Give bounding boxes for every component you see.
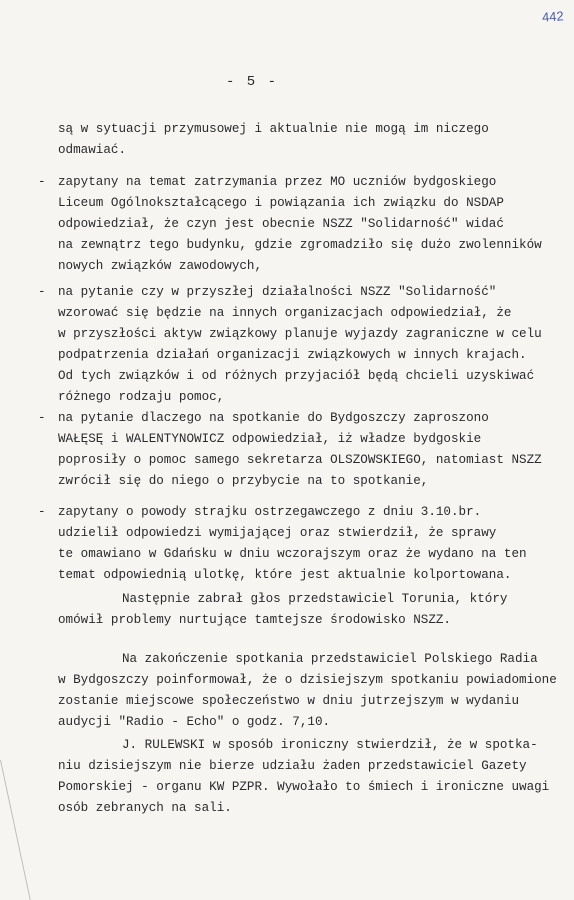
text-line: audycji "Radio - Echo" o godz. 7,10. xyxy=(58,715,331,729)
text-line: zostanie miejscowe społeczeństwo w dniu jutrzejszym w wydaniu xyxy=(58,694,520,708)
text-line: temat odpowiednią ulotkę, które jest aktualnie kolportowana. xyxy=(58,568,512,582)
folio-number: 442 xyxy=(541,8,565,25)
bullet-dash: - xyxy=(38,411,46,425)
text-line: Na zakończenie spotkania przedstawiciel Polskiego Radia xyxy=(122,652,538,666)
text-line: nowych związków zawodowych, xyxy=(58,259,263,273)
page-edge-shadow xyxy=(0,760,61,900)
text-line: Od tych związków i od różnych przyjaciół będą chcieli uzyskiwać xyxy=(58,369,535,383)
paragraph-rulewski xyxy=(58,735,568,819)
text-line: na zewnątrz tego budynku, gdzie zgromadziło się dużo zwolenników xyxy=(58,238,542,252)
bullet-dash: - xyxy=(38,285,46,299)
text-line: różnego rodzaju pomoc, xyxy=(58,390,225,404)
text-line: poprosiły o pomoc samego sekretarza OLSZOWSKIEGO, natomiast NSZZ xyxy=(58,453,542,467)
text-line: zapytany o powody strajku ostrzegawczego z dniu 3.10.br. xyxy=(58,505,482,519)
bullet-dash: - xyxy=(38,505,46,519)
text-line: zapytany na temat zatrzymania przez MO uczniów bydgoskiego xyxy=(58,175,497,189)
text-line: podpatrzenia działań organizacji związkowych w innych krajach. xyxy=(58,348,527,362)
paragraph-torun xyxy=(58,589,568,631)
text-line: niu dzisiejszym nie bierze udziału żaden przedstawiciel Gazety xyxy=(58,759,527,773)
text-line: wzorować się będzie na innych organizacjach odpowiedział, że xyxy=(58,306,512,320)
paragraph-radio xyxy=(58,649,568,733)
text-line: na pytanie czy w przyszłej działalności NSZZ "Solidarność" xyxy=(58,285,497,299)
text-line: Pomorskiej - organu KW PZPR. Wywołało to śmiech i ironiczne uwagi xyxy=(58,780,550,794)
list-item xyxy=(38,282,568,408)
text-line: omówił problemy nurtujące tamtejsze środowisko NSZZ. xyxy=(58,613,451,627)
bullet-dash: - xyxy=(38,175,46,189)
text-line: są w sytuacji przymusowej i aktualnie nie mogą im niczego xyxy=(58,122,489,136)
text-line: w Bydgoszczy poinformował, że o dzisiejszym spotkaniu powiadomione xyxy=(58,673,557,687)
list-item xyxy=(38,408,568,492)
page-number: - 5 - xyxy=(226,74,279,90)
text-line: zwrócił się do niego o przybycie na to spotkanie, xyxy=(58,474,429,488)
text-line: Następnie zabrał głos przedstawiciel Torunia, który xyxy=(122,592,508,606)
text-line: na pytanie dlaczego na spotkanie do Bydgoszczy zaproszono xyxy=(58,411,489,425)
list-item xyxy=(38,502,568,586)
text-line: osób zebranych na sali. xyxy=(58,801,232,815)
text-line: J. RULEWSKI w sposób ironiczny stwierdził, że w spotka- xyxy=(122,738,538,752)
text-line: WAŁĘSĘ i WALENTYNOWICZ odpowiedział, iż władze bydgoskie xyxy=(58,432,482,446)
text-line: odpowiedział, że czyn jest obecnie NSZZ "Solidarność" widać xyxy=(58,217,504,231)
text-line: w przyszłości aktyw związkowy planuje wyjazdy zagraniczne w celu xyxy=(58,327,542,341)
opening-paragraph xyxy=(58,119,568,161)
text-line: udzielił odpowiedzi wymijającej oraz stwierdził, że sprawy xyxy=(58,526,497,540)
list-item xyxy=(38,172,568,277)
text-line: Liceum Ogólnokształcącego i powiązania ich związku do NSDAP xyxy=(58,196,504,210)
text-line: odmawiać. xyxy=(58,143,127,157)
text-line: te omawiano w Gdańsku w dniu wczorajszym oraz że wydano na ten xyxy=(58,547,527,561)
